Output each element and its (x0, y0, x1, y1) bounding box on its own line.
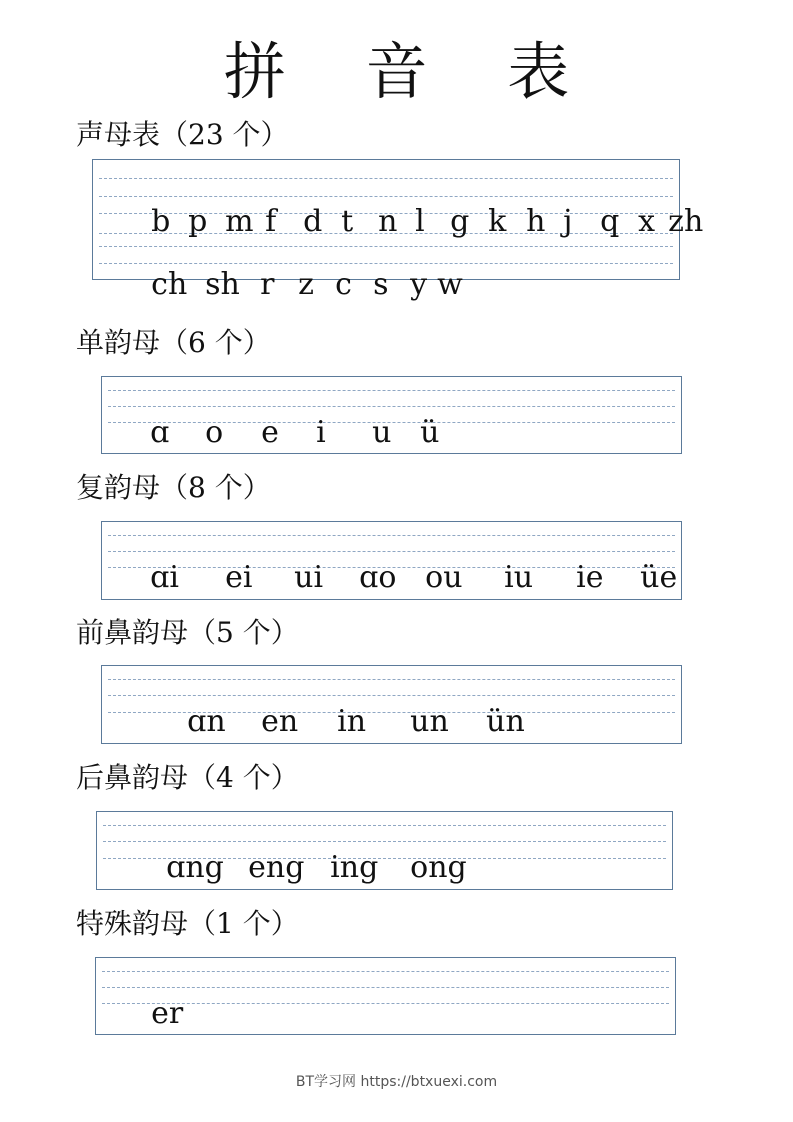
pinyin-item: o (205, 415, 224, 450)
initials-row-2 (113, 231, 463, 339)
front-nasal-finals-box (101, 665, 682, 744)
section-label-simple-finals: 单韵母（6 个） (76, 326, 271, 359)
pinyin-item: in (337, 704, 367, 739)
section-label-back-nasal-finals: 后鼻韵母（4 个） (76, 761, 299, 794)
pinyin-item: eng (248, 850, 305, 885)
pinyin-item: ün (486, 704, 525, 739)
pinyin-item: ɑ (150, 415, 170, 450)
simple-finals-box (101, 376, 682, 454)
pinyin-item: c (335, 267, 352, 302)
section-label-initials: 声母表（23 个） (76, 118, 289, 151)
pinyin-item: w (437, 267, 463, 302)
pinyin-item: ɑn (187, 704, 226, 739)
pinyin-item: ɑo (359, 560, 397, 595)
special-finals-row (113, 960, 183, 1068)
pinyin-item: sh (205, 267, 240, 302)
pinyin-item: b (151, 204, 171, 239)
pinyin-item: m (225, 204, 254, 239)
pinyin-item: ou (425, 560, 463, 595)
guide-line (102, 971, 669, 972)
initials-box (92, 159, 704, 302)
front-nasal-finals-row (149, 668, 525, 776)
pinyin-item: k (488, 204, 507, 239)
pinyin-item: ei (225, 560, 253, 595)
section-label-front-nasal-finals: 前鼻韵母（5 个） (76, 616, 299, 649)
compound-finals-box (101, 521, 682, 600)
pinyin-item: z (298, 267, 314, 302)
pinyin-item: q (600, 204, 620, 239)
pinyin-item: ɑi (150, 560, 179, 595)
pinyin-item: t (341, 204, 354, 239)
pinyin-item: n (378, 204, 398, 239)
pinyin-item: p (188, 204, 208, 239)
pinyin-item: g (450, 204, 470, 239)
pinyin-item: ing (330, 850, 379, 885)
pinyin-item: x (638, 204, 656, 239)
special-finals-box (95, 957, 676, 1035)
pinyin-item: ü (420, 415, 440, 450)
pinyin-item: zh (668, 204, 704, 239)
guide-line (102, 1003, 669, 1004)
pinyin-item: d (303, 204, 323, 239)
page-title: 拼 音 表 (223, 35, 600, 108)
pinyin-item: ie (576, 560, 604, 595)
back-nasal-finals-box (96, 811, 673, 890)
pinyin-item: u (372, 415, 392, 450)
pinyin-item: ch (151, 267, 188, 302)
pinyin-item: i (316, 415, 326, 450)
back-nasal-finals-row (128, 814, 467, 922)
pinyin-item: iu (504, 560, 534, 595)
pinyin-item: un (410, 704, 449, 739)
pinyin-item: ɑng (166, 850, 224, 885)
pinyin-item: s (373, 267, 389, 302)
footer-watermark: BT学习网 https://btxuexi.com (295, 1074, 498, 1090)
pinyin-item: en (261, 704, 299, 739)
pinyin-item: ong (410, 850, 467, 885)
section-label-special-finals: 特殊韵母（1 个） (76, 907, 299, 940)
pinyin-item: f (265, 204, 277, 239)
pinyin-item: e (261, 415, 279, 450)
pinyin-item: er (151, 996, 184, 1031)
pinyin-item: h (526, 204, 546, 239)
pinyin-item: ui (294, 560, 324, 595)
pinyin-item: l (415, 204, 425, 239)
pinyin-item: r (260, 267, 275, 302)
pinyin-item: üe (640, 560, 678, 595)
pinyin-item: j (563, 204, 573, 239)
section-label-compound-finals: 复韵母（8 个） (76, 471, 271, 504)
guide-line (102, 987, 669, 988)
pinyin-item: y (410, 267, 428, 302)
